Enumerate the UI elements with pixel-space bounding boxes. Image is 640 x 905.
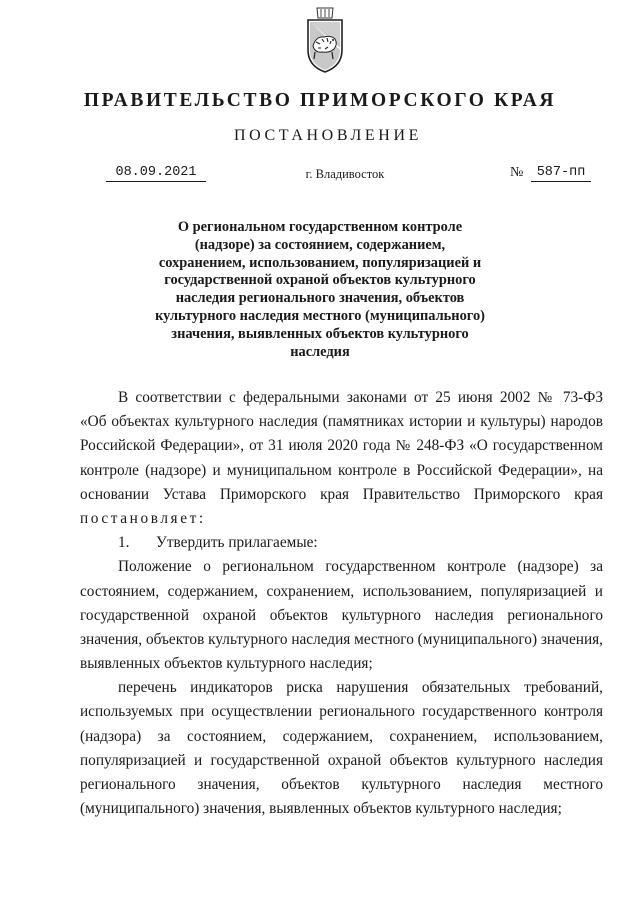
item-1-text: Утвердить прилагаемые: <box>156 534 318 552</box>
number-label: № <box>510 165 524 180</box>
preamble-line: основании Устава Приморского края Правительство Приморского края <box>80 485 603 503</box>
coat-of-arms-icon <box>302 6 348 74</box>
document-date: 08.09.2021 <box>106 165 206 182</box>
indicators-line: регионального значения, объектов культурного наследия местного <box>80 776 603 793</box>
item-1 <box>80 531 603 555</box>
regulation-line: выявленных объектов культурного наследия; <box>80 655 373 673</box>
regulation-line: государственной охраной объектов культурного наследия регионального <box>80 606 603 624</box>
decree-word: постановляет: <box>80 509 206 527</box>
preamble-line: Российской Федерации», от 31 июля 2020 года № 248-ФЗ «О государственном <box>80 437 603 455</box>
document-body <box>80 386 603 821</box>
title-line: наследия <box>290 343 350 360</box>
title-line: наследия регионального значения, объектов <box>175 290 465 307</box>
indicators-line: перечень индикаторов риска нарушения обязательных требований, <box>118 679 603 697</box>
title-line: значения, выявленных объектов культурного <box>171 325 469 342</box>
indicators-line: используемых при осуществлении регионального государственного контроля <box>80 703 603 721</box>
regulation-line: значения, объектов культурного наследия местного (муниципального) значения, <box>80 630 603 648</box>
preamble-line: контроле (надзоре) и муниципальном контроле в Российской Федерации», на <box>80 461 603 479</box>
regulation-line: состоянием, содержанием, сохранением, использованием, популяризацией и <box>80 582 603 600</box>
indicators-line: популяризацией и государственной охраной объектов культурного наследия <box>80 751 603 769</box>
document-city: г. Владивосток <box>305 167 385 181</box>
preamble-line: В соответствии с федеральными законами от 25 июня 2002 № 73-ФЗ <box>118 389 603 406</box>
title-line: (надзоре) за состоянием, содержанием, <box>194 236 446 253</box>
title-line: О региональном государственном контроле <box>177 219 463 235</box>
government-name: ПРАВИТЕЛЬСТВО ПРИМОРСКОГО КРАЯ <box>83 90 557 111</box>
document-title <box>150 219 490 361</box>
indicators-line: (надзора) за состоянием, содержанием, сохранением, использованием, <box>80 727 603 745</box>
title-line: культурного наследия местного (муниципального) <box>155 307 485 324</box>
document-number: 587-пп <box>531 165 591 182</box>
title-line: сохранением, использованием, популяризацией и <box>158 254 482 271</box>
title-line: государственной охраной объектов культурного <box>164 272 476 289</box>
preamble-line: «Об объектах культурного наследия (памятниках истории и культуры) народов <box>80 413 603 431</box>
item-1-number: 1. <box>118 534 130 552</box>
regulation-line: Положение о региональном государственном контроле (надзоре) за <box>118 558 603 576</box>
indicators-line: (муниципального) значения, выявленных объектов культурного наследия; <box>80 800 562 818</box>
document-type: ПОСТАНОВЛЕНИЕ <box>234 127 422 144</box>
